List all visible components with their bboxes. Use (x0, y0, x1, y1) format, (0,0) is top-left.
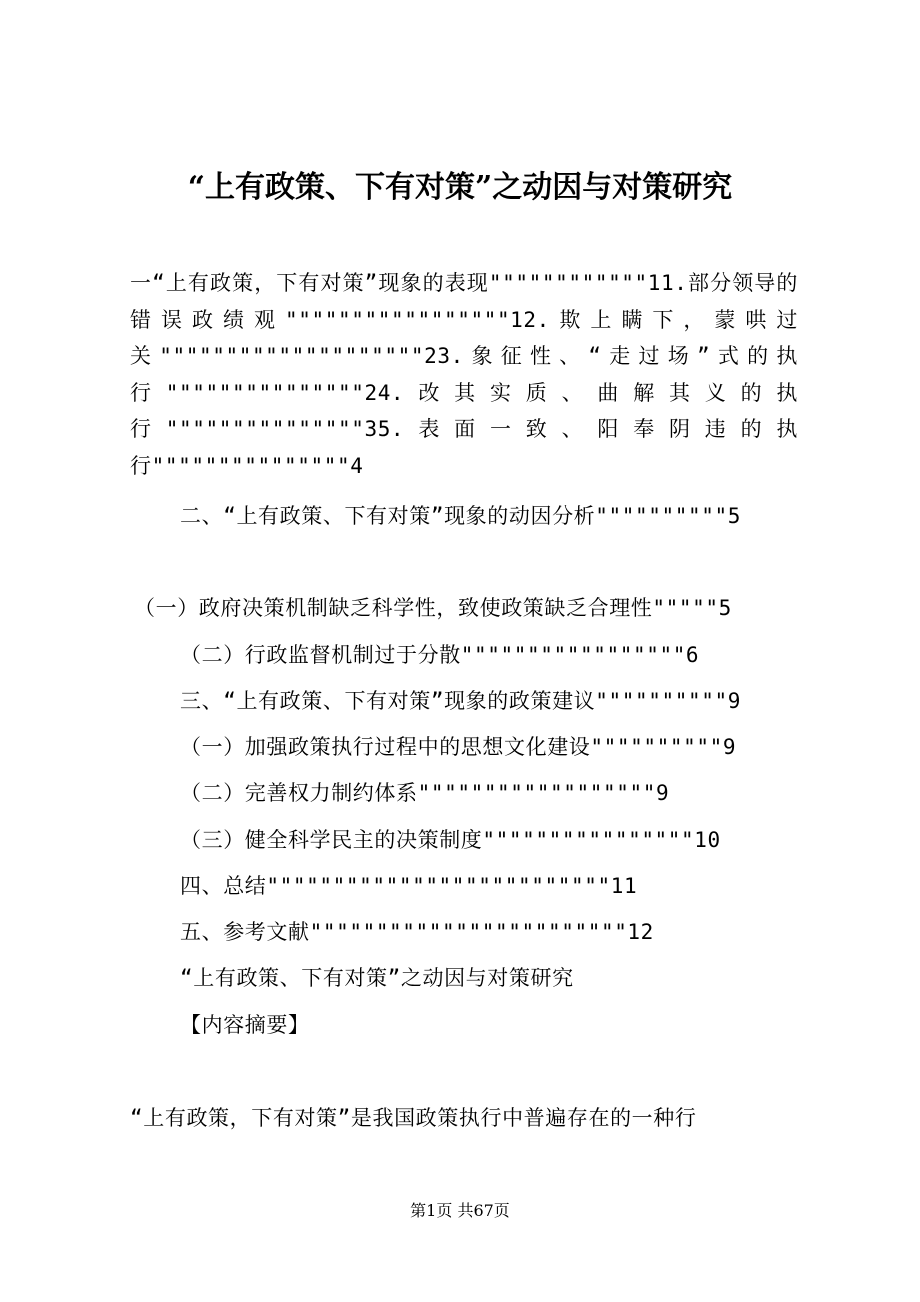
body-title: “上有政策、下有对策”之动因与对策研究 (180, 966, 574, 990)
toc-entry-3-1: （一）加强政策执行过程中的思想文化建设""""""""""9 (180, 735, 737, 759)
abstract-heading: 【内容摘要】 (180, 1013, 310, 1037)
page-footer: 第1页 共67页 (410, 1201, 510, 1220)
toc-entry-section-4: 四、总结""""""""""""""""""""""""""11 (180, 874, 638, 898)
toc-entry-section-3: 三、“上有政策、下有对策”现象的政策建议""""""""""9 (180, 689, 741, 713)
toc-entry-2-1: （一）政府决策机制缺乏科学性，致使政策缺乏合理性"""""5 (134, 596, 732, 620)
toc-first-section: 一“上有政策，下有对策”现象的表现""""""""""""11.部分领导的错误政绩观"""""""""""""""""12.欺上瞒下，蒙哄过关""""""""""""""""""""23.象征性、“走过场”式的执行"""""""""""""""24.改其实质、曲解其义的执行"""""""""""""""35.表面一致、阳奉阴违的执行"""""""""""""""4 (130, 271, 798, 478)
toc-entry-section-2: 二、“上有政策、下有对策”现象的动因分析""""""""""5 (180, 504, 741, 528)
toc-entry-2-2: （二）行政监督机制过于分散"""""""""""""""""6 (180, 643, 700, 667)
document-title: “上有政策、下有对策”之动因与对策研究 (187, 170, 733, 205)
toc-entry-3-2: （二）完善权力制约体系""""""""""""""""""9 (180, 781, 670, 805)
body-paragraph: “上有政策，下有对策”是我国政策执行中普遍存在的一种行 (130, 1106, 697, 1130)
toc-entry-section-5: 五、参考文献""""""""""""""""""""""""12 (180, 920, 654, 944)
toc-entry-3-3: （三）健全科学民主的决策制度""""""""""""""""10 (180, 828, 721, 852)
